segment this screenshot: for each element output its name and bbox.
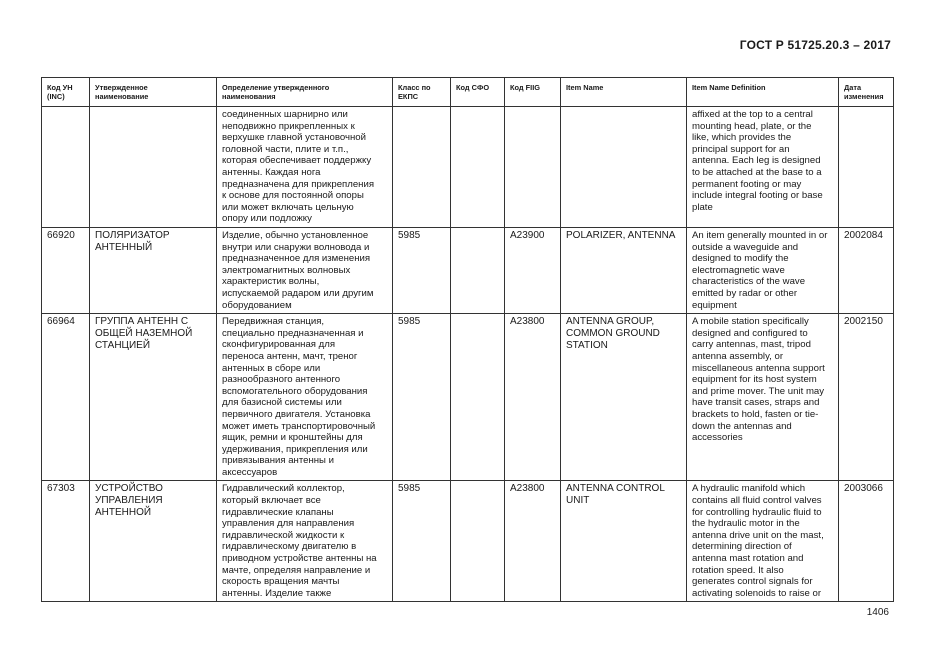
col-header-item-definition: Item Name Definition [687, 78, 839, 107]
col-header-approved-name: Утвержденное наименование [90, 78, 217, 107]
cell-class: 5985 [393, 481, 451, 602]
cell-definition-ru: соединенных шарнирно или неподвижно прикрепленных к верхушке главной установочной головной части, плите и т.п., которая обеспечивает поддержку антенны. Каждая нога предназначена для прикрепления к основе для постоянной опоры или может включать цельную опору или подложку [217, 107, 393, 228]
cell-sfo [451, 107, 505, 228]
cell-inc: 66964 [42, 314, 90, 481]
cell-class: 5985 [393, 228, 451, 314]
specification-table [41, 77, 894, 602]
cell-definition-ru: Изделие, обычно установленное внутри или снаружи волновода и предназначенное для изменения электромагнитных волновых характеристик волны, испускаемой радаром или другим оборудованием [217, 228, 393, 314]
cell-sfo [451, 314, 505, 481]
col-header-inc: Код УН (INC) [42, 78, 90, 107]
cell-definition-ru: Передвижная станция, специально предназначенная и сконфигурированная для переноса антенн, мачт, треног антенных в сборе или разнообразного антенного вспомогательного оборудования для базисной системы или первичного двигателя. Установка может иметь транспортировочный ящик, ремни и кронштейны для удерживания, прикрепления или привязывания антенны и аксессуаров [217, 314, 393, 481]
cell-name-ru: ГРУППА АНТЕНН С ОБЩЕЙ НАЗЕМНОЙ СТАНЦИЕЙ [90, 314, 217, 481]
cell-fiig [505, 107, 561, 228]
cell-date [839, 107, 894, 228]
document-code: ГОСТ Р 51725.20.3 – 2017 [739, 38, 891, 52]
cell-fiig: A23900 [505, 228, 561, 314]
cell-definition-en: An item generally mounted in or outside a waveguide and designed to modify the electromagnetic wave characteristics of the wave emitted by radar or other equipment [687, 228, 839, 314]
cell-fiig: A23800 [505, 481, 561, 602]
cell-name-ru [90, 107, 217, 228]
cell-class: 5985 [393, 314, 451, 481]
cell-inc [42, 107, 90, 228]
col-header-class: Класс по ЕКПС [393, 78, 451, 107]
cell-item-name: POLARIZER, ANTENNA [561, 228, 687, 314]
col-header-approved-definition: Определение утвержденного наименования [217, 78, 393, 107]
col-header-item-name: Item Name [561, 78, 687, 107]
table-row [42, 481, 894, 602]
page-number: 1406 [866, 607, 889, 618]
cell-date: 2002084 [839, 228, 894, 314]
col-header-change-date: Дата изменения [839, 78, 894, 107]
cell-sfo [451, 481, 505, 602]
cell-item-name: ANTENNA GROUP, COMMON GROUND STATION [561, 314, 687, 481]
cell-fiig: A23800 [505, 314, 561, 481]
col-header-sfo: Код СФО [451, 78, 505, 107]
cell-name-ru: ПОЛЯРИЗАТОР АНТЕННЫЙ [90, 228, 217, 314]
table-row [42, 228, 894, 314]
cell-definition-ru: Гидравлический коллектор, который включает все гидравлические клапаны управления для направления гидравлической жидкости к гидравлическому двигателю в приводном устройстве антенны на мачте, определяя направление и скорость вращения мачты антенны. Изделие также [217, 481, 393, 602]
cell-date: 2002150 [839, 314, 894, 481]
cell-sfo [451, 228, 505, 314]
cell-definition-en: A hydraulic manifold which contains all fluid control valves for controlling hydraulic fluid to the hydraulic motor in the antenna drive unit on the mast, determining direction of antenna mast rotation and rotation speed. It also generates control signals for activating solenoids to raise or [687, 481, 839, 602]
cell-date: 2003066 [839, 481, 894, 602]
table-row [42, 107, 894, 228]
cell-class [393, 107, 451, 228]
cell-inc: 66920 [42, 228, 90, 314]
cell-item-name: ANTENNA CONTROL UNIT [561, 481, 687, 602]
cell-item-name [561, 107, 687, 228]
col-header-fiig: Код FIIG [505, 78, 561, 107]
cell-definition-en: A mobile station specifically designed and configured to carry antennas, mast, tripod antenna assembly, or miscellaneous antenna support equipment for its host system and prime mover. The unit may have transit cases, straps and brackets to hold, fasten or tie- down the antennas and accessories [687, 314, 839, 481]
table-row [42, 314, 894, 481]
cell-definition-en: affixed at the top to a central mounting head, plate, or the like, which provides the principal support for an antenna. Each leg is designed to be attached at the base to a permanent footing or may include integral footing or base plate [687, 107, 839, 228]
cell-inc: 67303 [42, 481, 90, 602]
cell-name-ru: УСТРОЙСТВО УПРАВЛЕНИЯ АНТЕННОЙ [90, 481, 217, 602]
table-header-row [42, 78, 894, 107]
